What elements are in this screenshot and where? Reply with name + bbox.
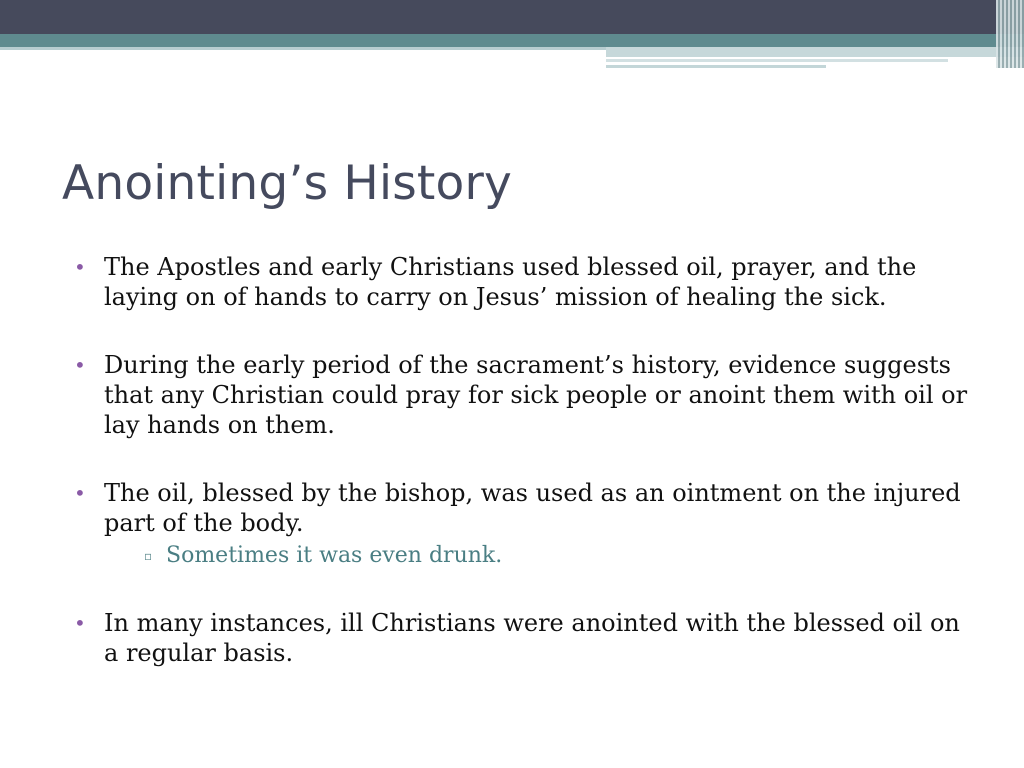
corner-stripes-decoration bbox=[996, 0, 1024, 68]
header-banner-dark bbox=[0, 0, 1024, 34]
bullet-dot-icon: • bbox=[74, 255, 86, 279]
bullet-item bbox=[74, 478, 974, 570]
bullet-dot-icon: • bbox=[74, 481, 86, 505]
bullet-text: During the early period of the sacrament’s history, evidence suggests that any Christian could pray for sick people or anoint them with oil or lay hands on them. bbox=[104, 351, 968, 439]
header-banner-light-strip bbox=[0, 47, 606, 50]
bullet-item bbox=[74, 252, 974, 312]
bullet-dot-icon: • bbox=[74, 611, 86, 635]
header-banner-teal bbox=[0, 34, 1024, 47]
header-accent-line bbox=[606, 59, 948, 62]
header-banner-step bbox=[606, 47, 1024, 57]
sub-bullet-text: Sometimes it was even drunk. bbox=[166, 543, 503, 568]
bullet-text: The Apostles and early Christians used blessed oil, prayer, and the laying on of hands to carry on Jesus’ mission of healing the sick. bbox=[104, 253, 917, 311]
bullet-list bbox=[74, 252, 974, 706]
square-bullet-icon: ▫ bbox=[144, 549, 153, 563]
sub-bullet-item bbox=[104, 542, 974, 570]
slide-title: Anointing’s History bbox=[62, 156, 513, 211]
bullet-item bbox=[74, 350, 974, 440]
bullet-text: In many instances, ill Christians were anointed with the blessed oil on a regular basis. bbox=[104, 609, 960, 667]
bullet-item bbox=[74, 608, 974, 668]
bullet-text: The oil, blessed by the bishop, was used as an ointment on the injured part of the body. bbox=[104, 479, 961, 537]
header-accent-line bbox=[606, 65, 826, 68]
bullet-dot-icon: • bbox=[74, 353, 86, 377]
